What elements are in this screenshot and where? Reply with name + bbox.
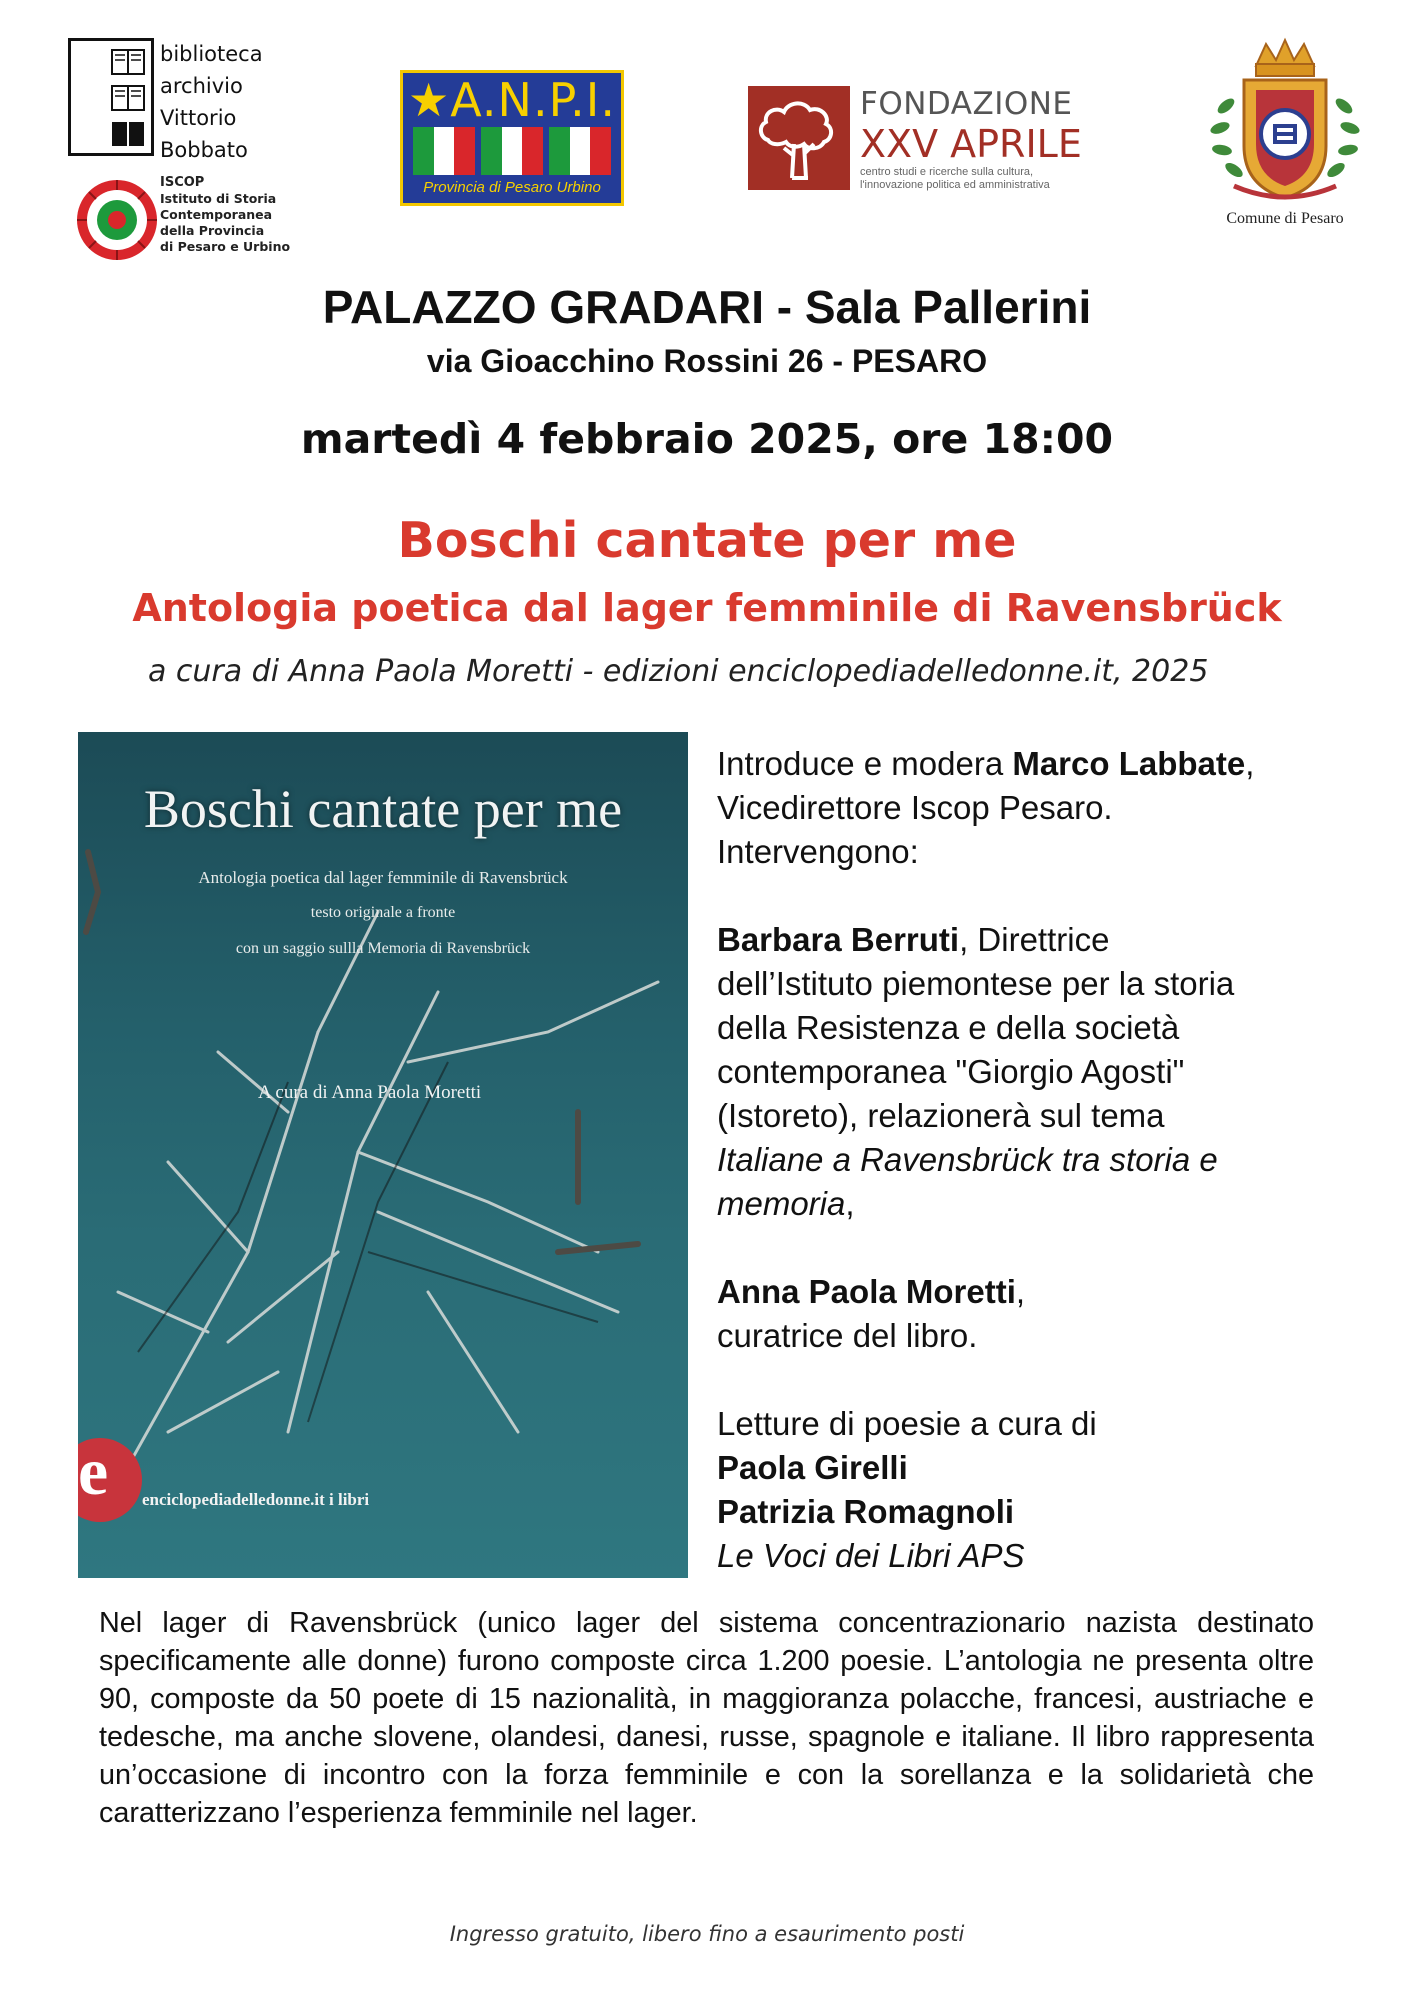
reader2-name: Patrizia Romagnoli [717, 1493, 1015, 1530]
moderator-role: Vicedirettore Iscop Pesaro. [717, 789, 1113, 826]
entry-note: Ingresso gratuito, libero fino a esaurimento posti [449, 1922, 965, 1946]
open-book-icon [111, 85, 145, 111]
star-icon: ★ [408, 73, 451, 127]
open-book-icon [111, 49, 145, 75]
cover-note: testo originale a fronte [310, 904, 456, 921]
cover-curator: A cura di Anna Paola Moretti [258, 1082, 482, 1103]
fondazione-tagline: centro studi e ricerche sulla cultura, l'innovazione politica ed amministrativa [860, 166, 1050, 191]
anpi-flags [413, 127, 611, 175]
reader1-name: Paola Girelli [717, 1449, 908, 1486]
iscop-name: ISCOP Istituto di Storia Contemporanea della Provincia di Pesaro e Urbino [160, 175, 291, 254]
book-curator-line: a cura di Anna Paola Moretti - edizioni enciclopediadelledonne.it, 2025 [148, 654, 1209, 689]
speaker1-name: Barbara Berruti [717, 921, 960, 958]
comune-label: Comune di Pesaro [1226, 210, 1344, 227]
fondazione-line1: FONDAZIONE [860, 86, 1073, 122]
book-subtitle: Antologia poetica dal lager femminile di Ravensbrück [132, 586, 1282, 630]
comune-logo [1200, 36, 1370, 236]
readers-group: Le Voci dei Libri APS [717, 1537, 1025, 1574]
closed-book-icon [111, 121, 145, 147]
cover-title: Boschi cantate per me [143, 779, 623, 839]
anpi-subtitle: Provincia di Pesaro Urbino [423, 179, 601, 196]
anpi-title: ★A.N.P.I. [408, 73, 616, 127]
speaker2-role: curatrice del libro. [717, 1317, 978, 1354]
speaker1-line: Barbara Berruti, Direttrice [717, 921, 1110, 958]
italian-flag-icon [481, 127, 543, 175]
branches-illustration [78, 732, 688, 1578]
venue-address: via Gioacchino Rossini 26 - PESARO [426, 343, 988, 379]
moderator-line: Introduce e modera Marco Labbate, [717, 745, 1255, 782]
cockade-icon [74, 177, 160, 263]
speaker1-role-line: dell’Istituto piemontese per la storia [717, 965, 1235, 1002]
speaker1-role-line: contemporanea "Giorgio Agosti" [717, 1053, 1185, 1090]
cover-subtitle: Antologia poetica dal lager femminile di Ravensbrück [198, 868, 568, 887]
publisher-brand: enciclopediadelledonne.it i libri [142, 1490, 370, 1509]
library-books-icon [68, 38, 154, 156]
tree-icon [748, 86, 850, 190]
speakers-label: Intervengono: [717, 833, 919, 870]
readings-label: Letture di poesie a cura di [717, 1405, 1097, 1442]
speaker1-role-line: della Resistenza e della società [717, 1009, 1180, 1046]
speaker1-role-line: (Istoreto), relazionerà sul tema [717, 1097, 1165, 1134]
cover-essay-note: con un saggio sullla Memoria di Ravensbrück [235, 940, 531, 957]
anpi-logo [400, 70, 624, 206]
speaker1-topic: Italiane a Ravensbrück tra storia e [717, 1141, 1218, 1178]
italian-flag-icon [549, 127, 611, 175]
fondazione-logo [748, 86, 1088, 196]
speaker1-topic-end: memoria, [717, 1185, 855, 1222]
fondazione-line2: XXV APRILE [860, 122, 1082, 166]
iscop-logo [68, 175, 308, 265]
moderator-name: Marco Labbate [1012, 745, 1246, 782]
book-cover [78, 732, 688, 1578]
speaker2-line: Anna Paola Moretti, [717, 1273, 1026, 1310]
italian-flag-icon [413, 127, 475, 175]
biblioteca-name: biblioteca archivio Vittorio Bobbato [160, 42, 263, 162]
publisher-e-letter: e [78, 1433, 109, 1509]
coat-of-arms-icon [1204, 36, 1366, 206]
speaker2-name: Anna Paola Moretti [717, 1273, 1016, 1310]
book-title: Boschi cantate per me [397, 512, 1017, 569]
event-date: martedì 4 febbraio 2025, ore 18:00 [300, 415, 1114, 463]
program-text [717, 742, 1357, 1578]
biblioteca-logo [68, 38, 308, 168]
book-description: Nel lager di Ravensbrück (unico lager del sistema concentrazionario nazista destinato specificamente alle donne) furono composte circa 1.200 poesie. L’antologia ne presenta oltre 90, composte da 50 poete di 15 nazionalità, in maggioranza polacche, francesi, austriache e tedesche, ma anche slovene, olandesi, danesi, russe, spagnole e italiane. Il libro rappresenta un’occasione di incontro con la forza femminile e con la sorellanza e la solidarietà che caratterizzano l’esperienza femminile nel lager. [99, 1607, 1314, 1829]
venue-heading: PALAZZO GRADARI - Sala Pallerini [322, 281, 1092, 333]
